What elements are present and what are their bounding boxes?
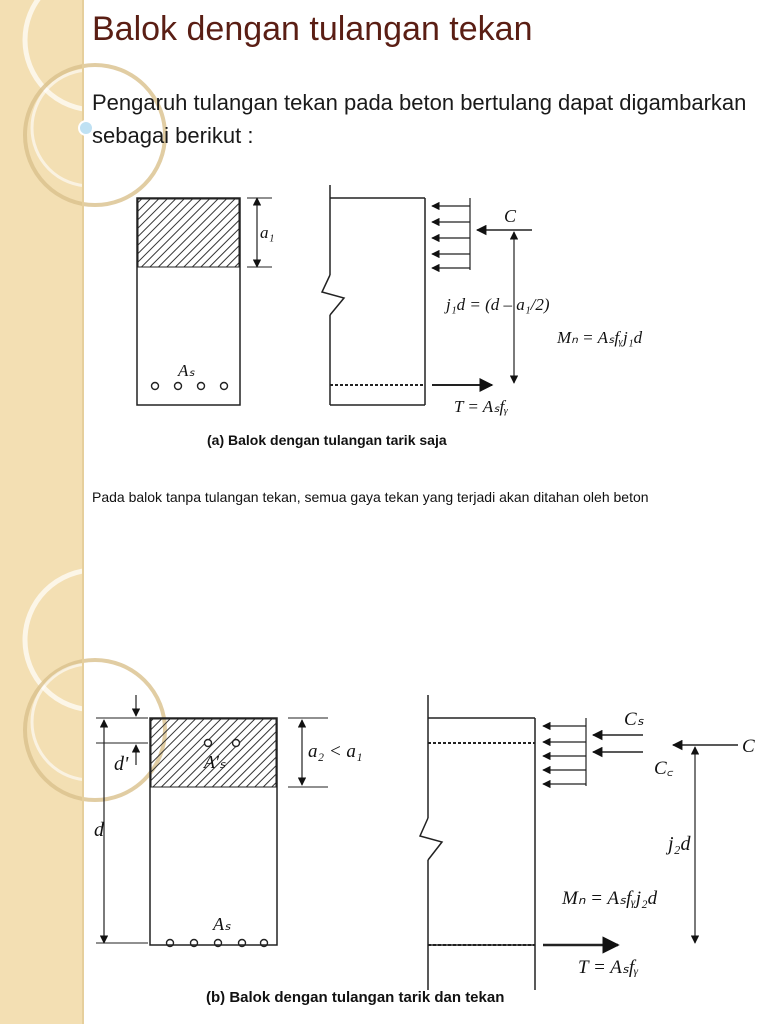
figure-a-diagram xyxy=(92,180,692,465)
figure-b-diagram xyxy=(88,690,755,1015)
break-line xyxy=(322,275,344,315)
intro-text: Pengaruh tulangan tekan pada beton bertulang dapat digambarkan sebagai berikut : xyxy=(92,90,747,148)
label-T-b: T = Aₛfᵧ xyxy=(578,957,639,978)
stress-block-arrows xyxy=(543,726,586,784)
label-C-b: C xyxy=(742,736,755,757)
decorative-sidebar xyxy=(0,0,84,1024)
label-As-a: Aₛ xyxy=(178,361,195,380)
label-d-prime: d' xyxy=(114,753,129,775)
compression-zone-hatch xyxy=(138,199,239,267)
label-Cc: C꜀ xyxy=(654,758,674,779)
label-Mn-a: Mₙ = Aₛfᵧj₁d xyxy=(557,328,643,347)
page-title: Balok dengan tulangan tekan xyxy=(92,10,533,48)
label-lever-b: j₂d xyxy=(668,833,691,855)
body-paragraph: Pada balok tanpa tulangan tekan, semua gaya tekan yang terjadi akan ditahan oleh beton xyxy=(92,489,649,505)
figure-a-caption: (a) Balok dengan tulangan tarik saja xyxy=(207,432,447,448)
label-Mn-b: Mₙ = Aₛfᵧj₂d xyxy=(562,888,658,909)
sidebar-circles-decoration xyxy=(0,0,84,1024)
figure-b-caption: (b) Balok dengan tulangan tarik dan tekan xyxy=(206,989,505,1006)
rebar-dot xyxy=(221,383,228,390)
rebar-dot xyxy=(152,383,159,390)
label-As-top: A'ₛ xyxy=(204,752,226,772)
label-Cs: Cₛ xyxy=(624,709,644,730)
label-d: d xyxy=(94,819,104,841)
label-As-b: Aₛ xyxy=(213,914,231,934)
stress-block-arrows xyxy=(432,206,470,268)
label-C-a: C xyxy=(504,206,517,226)
label-T-a: T = Aₛfᵧ xyxy=(454,397,509,416)
label-a2: a₂ < a₁ xyxy=(308,741,363,762)
rebar-dot xyxy=(175,383,182,390)
label-lever-a: j₁d = (d – a₁/2) xyxy=(446,295,550,314)
break-line xyxy=(420,818,442,860)
rebar-dot xyxy=(198,383,205,390)
label-a1: a₁ xyxy=(260,223,275,242)
